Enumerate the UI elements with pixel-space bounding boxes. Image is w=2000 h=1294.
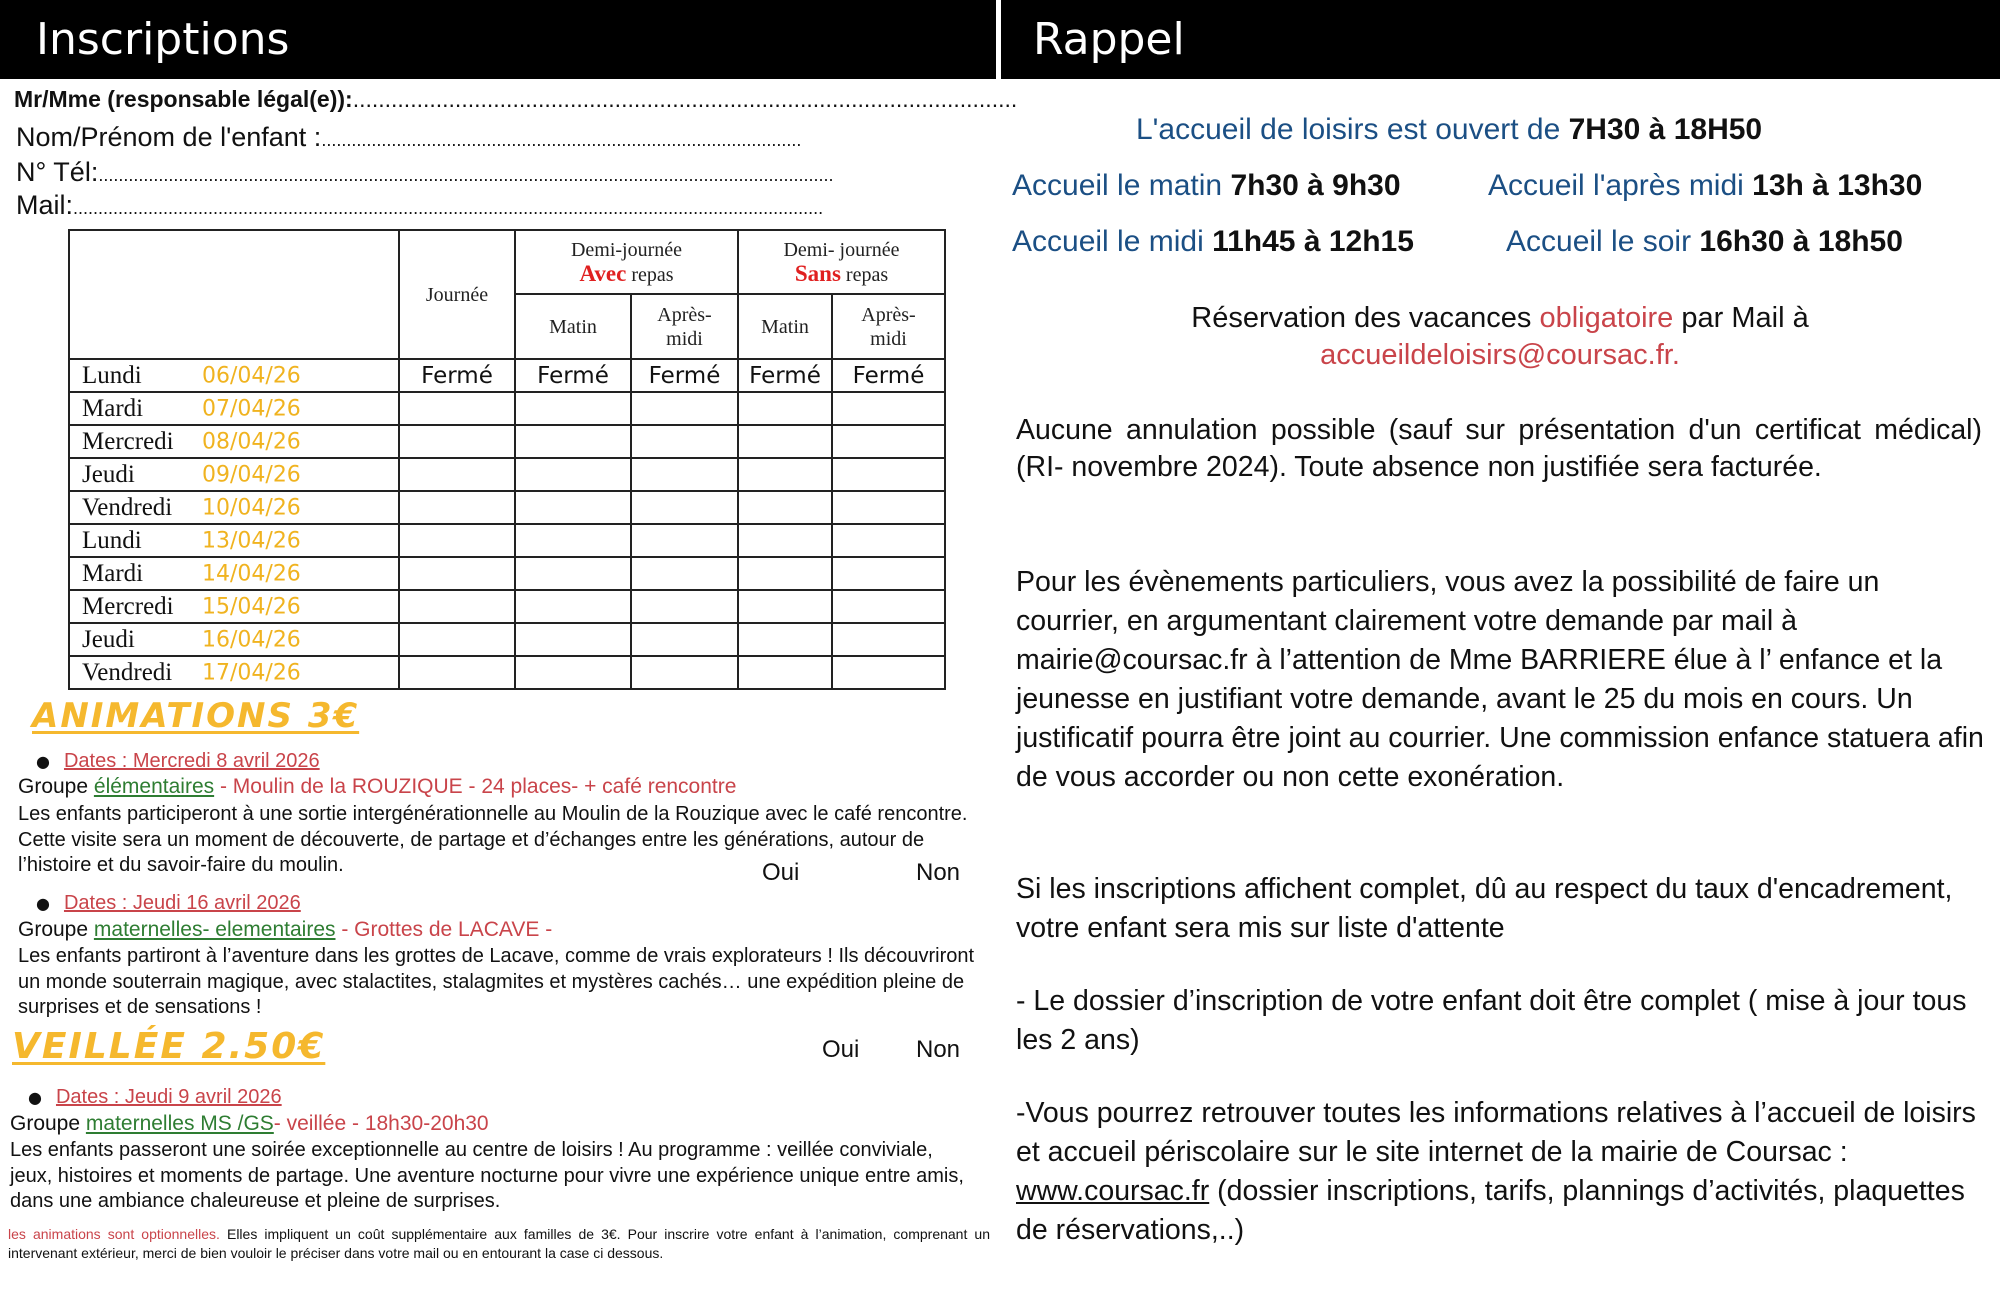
animation-2-description: Les enfants partiront à l’aventure dans les grottes de Lacave, comme de vrais explorateurs ! Ils découvriront un monde souterrain magique, avec stalactites, stalagmites et mystères cachés… une expédition pleine de surprises et de sensations ! [18, 945, 975, 1018]
checkbox-cell[interactable] [832, 491, 945, 524]
reservation-obligatoire: obligatoire [1539, 302, 1674, 334]
checkbox-cell[interactable] [738, 392, 832, 425]
checkbox-cell[interactable] [832, 590, 945, 623]
checkbox-cell[interactable] [832, 458, 945, 491]
group-prefix: Groupe [18, 918, 94, 941]
checkbox-cell[interactable] [832, 623, 945, 656]
col-group-sans-repas [738, 230, 945, 294]
col-sans-matin: Matin [738, 294, 832, 359]
inscriptions-header [0, 0, 996, 79]
checkbox-cell[interactable] [515, 623, 631, 656]
date-label: 10/04/26 [202, 495, 301, 520]
checkbox-cell[interactable] [515, 458, 631, 491]
checkbox-cell[interactable] [515, 491, 631, 524]
table-header-row [69, 230, 945, 294]
animations-note [8, 1225, 990, 1263]
animation-2-group [18, 918, 552, 942]
opening-hours [1136, 113, 1762, 147]
animation-1-oui[interactable]: Oui [762, 859, 800, 886]
day-cell [69, 425, 399, 458]
checkbox-cell[interactable]: Fermé [738, 359, 832, 392]
infos-suffix: (dossier inscriptions, tarifs, plannings d’activités, plaquettes de réservations,..) [1016, 1175, 1965, 1246]
opening-label: L'accueil de loisirs est ouvert de [1136, 113, 1569, 146]
schedule-hours: 11h45 à 12h15 [1212, 225, 1414, 258]
veillee-description: Les enfants passeront une soirée exceptionnelle au centre de loisirs ! Au programme : veillée conviviale, jeux, histoires et moments de partage. Une aventure nocturne pour vivre une expérience unique entre amis, dans une ambiance chaleureuse et pleine de surprises. [10, 1139, 964, 1212]
day-cell [69, 590, 399, 623]
day-label: Mercredi [82, 427, 174, 455]
field-label: N° Tél: [16, 157, 99, 187]
checkbox-cell[interactable] [631, 392, 738, 425]
table-row [69, 623, 945, 656]
activity-label: - Grottes de LACAVE - [335, 918, 553, 941]
schedule-hours: 7h30 à 9h30 [1230, 169, 1401, 202]
sans-label: Sans [794, 260, 841, 286]
reservation-prefix: Réservation des vacances [1191, 302, 1540, 334]
checkbox-cell[interactable] [832, 524, 945, 557]
col-avec-matin: Matin [515, 294, 631, 359]
schedule-label: Accueil l'après midi [1488, 169, 1753, 202]
veillee-group [10, 1112, 489, 1136]
checkbox-cell[interactable]: Fermé [515, 359, 631, 392]
bullet-icon: ● [36, 752, 50, 771]
checkbox-cell[interactable] [631, 590, 738, 623]
table-row [69, 359, 945, 392]
field-label: Mail: [16, 190, 74, 220]
checkbox-cell[interactable]: Fermé [399, 359, 515, 392]
table-row [69, 590, 945, 623]
complet-paragraph: Si les inscriptions affichent complet, dû au respect du taux d'encadrement, votre enfant sera mis sur liste d'attente [1016, 873, 1953, 944]
checkbox-cell[interactable]: Fermé [832, 359, 945, 392]
schedule-label: Accueil le matin [1012, 169, 1231, 202]
checkbox-cell[interactable] [515, 524, 631, 557]
registration-table [68, 229, 946, 690]
veillee-non[interactable]: Non [916, 1036, 961, 1063]
field-nom-prenom[interactable] [16, 122, 801, 153]
table-row [69, 524, 945, 557]
date-label: 06/04/26 [202, 363, 301, 388]
infos-prefix: -Vous pourrez retrouver toutes les informations relatives à l’accueil de loisirs et accueil périscolaire sur le site internet de la mairie de Coursac : [1016, 1097, 1976, 1168]
animation-1-date [36, 750, 320, 773]
day-cell [69, 392, 399, 425]
day-label: Jeudi [82, 460, 135, 488]
animation-1-description: Les enfants participeront à une sortie intergénérationnelle au Moulin de la Rouzique avec le café rencontre. Cette visite sera un moment de découverte, de partage et d’échanges entre les générations, autour de l’histoire et du savoir-faire du moulin. [18, 803, 968, 876]
col-group-avec-repas [515, 230, 738, 294]
day-cell [69, 524, 399, 557]
checkbox-cell[interactable] [399, 656, 515, 689]
activity-label: - Moulin de la ROUZIQUE - 24 places- + café rencontre [214, 775, 737, 798]
checkbox-cell[interactable] [738, 623, 832, 656]
date-label: 07/04/26 [202, 396, 301, 421]
checkbox-cell[interactable] [738, 590, 832, 623]
checkbox-cell[interactable] [399, 590, 515, 623]
schedule-apres-midi [1488, 169, 1922, 203]
group-avec-line1: Demi-journée [570, 238, 683, 261]
checkbox-cell[interactable] [515, 557, 631, 590]
table-row [69, 458, 945, 491]
day-label: Mardi [82, 394, 144, 422]
bullet-icon: ● [36, 894, 50, 913]
checkbox-cell[interactable] [515, 590, 631, 623]
schedule-midi [1012, 225, 1414, 259]
checkbox-cell[interactable] [399, 524, 515, 557]
repas-label: repas [626, 263, 674, 286]
note-text: Elles impliquent un coût supplémentaire aux familles de 3€. Pour inscrire votre enfant à l’animation, comprenant un intervenant extérieur, merci de bien vouloir le préciser dans votre mail ou en entourant la case ci dessous. [8, 1226, 990, 1261]
group-link[interactable]: élémentaires [93, 775, 215, 798]
table-corner-cell [69, 230, 399, 359]
schedule-matin [1012, 169, 1401, 203]
schedule-hours: 16h30 à 18h50 [1699, 225, 1903, 258]
date-link[interactable]: Dates : Jeudi 16 avril 2026 [63, 892, 301, 914]
day-label: Mercredi [82, 592, 174, 620]
day-cell [69, 557, 399, 590]
date-label: 09/04/26 [202, 462, 301, 487]
date-label: 15/04/26 [202, 594, 301, 619]
checkbox-cell[interactable] [738, 458, 832, 491]
field-fill-line[interactable]: ................................................................................................ [321, 130, 802, 150]
checkbox-cell[interactable] [515, 656, 631, 689]
checkbox-cell[interactable] [399, 392, 515, 425]
checkbox-cell[interactable] [631, 425, 738, 458]
dossier-paragraph: - Le dossier d’inscription de votre enfant doit être complet ( mise à jour tous les 2 ans) [1016, 985, 1967, 1056]
reservation-suffix: par Mail à [1673, 302, 1809, 334]
day-cell [69, 458, 399, 491]
col-avec-apres-midi: Après- midi [631, 294, 738, 359]
day-label: Jeudi [82, 625, 135, 653]
day-label: Vendredi [82, 493, 173, 521]
field-label: Mr/Mme (responsable légal(e)): [14, 86, 353, 112]
checkbox-cell[interactable] [399, 557, 515, 590]
annulation-paragraph: Aucune annulation possible (sauf sur présentation d'un certificat médical) (RI- novembre 2024). Toute absence non justifiée sera facturée. [1016, 414, 1982, 483]
inscriptions-title: Inscriptions [36, 14, 290, 65]
checkbox-cell[interactable] [399, 425, 515, 458]
checkbox-cell[interactable] [832, 656, 945, 689]
schedule-soir [1506, 225, 1903, 259]
day-label: Mardi [82, 559, 144, 587]
infos-paragraph [1016, 1094, 1976, 1250]
checkbox-cell[interactable]: Fermé [631, 359, 738, 392]
date-link[interactable]: Dates : Mercredi 8 avril 2026 [63, 750, 320, 772]
group-prefix: Groupe [10, 1112, 86, 1135]
checkbox-cell[interactable] [631, 656, 738, 689]
date-label: 14/04/26 [202, 561, 301, 586]
day-cell [69, 359, 399, 392]
checkbox-cell[interactable] [631, 524, 738, 557]
checkbox-cell[interactable] [738, 491, 832, 524]
field-fill-line[interactable]: ................................................................................................................................................... [98, 165, 834, 185]
date-label: 13/04/26 [202, 528, 301, 553]
veillee-oui[interactable]: Oui [822, 1036, 860, 1063]
col-journee: Journée [399, 230, 515, 359]
checkbox-cell[interactable] [832, 425, 945, 458]
activity-label: - veillée - 18h30-20h30 [273, 1112, 489, 1135]
checkbox-cell[interactable] [738, 425, 832, 458]
checkbox-cell[interactable] [515, 425, 631, 458]
veillee-date [28, 1086, 282, 1109]
evenements-paragraph: Pour les évènements particuliers, vous avez la possibilité de faire un courrier, en argumentant clairement votre demande par mail à mairie@coursac.fr à l’attention de Mme BARRIERE élue à l’ enfance et la jeunesse en justifiant votre demande, avant le 25 du mois en cours. Un justificatif pourra être joint au courrier. Une commission enfance statuera afin de vous accorder ou non cette exonération. [1016, 566, 1984, 793]
date-link[interactable]: Dates : Jeudi 9 avril 2026 [55, 1086, 282, 1108]
checkbox-cell[interactable] [738, 656, 832, 689]
checkbox-cell[interactable] [738, 557, 832, 590]
checkbox-cell[interactable] [738, 524, 832, 557]
day-label: Lundi [82, 526, 142, 554]
day-label: Lundi [82, 361, 142, 389]
field-label: Nom/Prénom de l'enfant : [16, 122, 322, 152]
date-label: 16/04/26 [202, 627, 301, 652]
checkbox-cell[interactable] [399, 458, 515, 491]
bullet-icon: ● [28, 1088, 42, 1107]
checkbox-cell[interactable] [515, 392, 631, 425]
checkbox-cell[interactable] [832, 557, 945, 590]
table-row [69, 557, 945, 590]
group-sans-line1: Demi- journée [783, 238, 900, 261]
field-fill-line[interactable]: ........................................................................................................ [352, 86, 1018, 112]
table-row [69, 392, 945, 425]
day-label: Vendredi [82, 658, 173, 686]
rappel-header [1001, 0, 2000, 79]
animation-2-date [36, 892, 301, 915]
note-optional: les animations sont optionnelles. [8, 1226, 220, 1242]
table-row [69, 425, 945, 458]
opening-value: 7H30 à 18H50 [1568, 113, 1763, 146]
coursac-website-link[interactable]: www.coursac.fr [1016, 1175, 1210, 1207]
checkbox-cell[interactable] [399, 623, 515, 656]
schedule-label: Accueil le soir [1506, 225, 1700, 258]
table-row [69, 491, 945, 524]
repas-label: repas [840, 263, 889, 286]
field-fill-line[interactable]: ...................................................................................................................................................... [73, 198, 824, 218]
avec-label: Avec [579, 260, 627, 286]
day-cell [69, 656, 399, 689]
rappel-title: Rappel [1033, 14, 1185, 65]
veillee-title: VEILLÉE 2.50€ [12, 1026, 326, 1067]
checkbox-cell[interactable] [832, 392, 945, 425]
animation-1-non[interactable]: Non [916, 859, 961, 886]
table-row [69, 656, 945, 689]
checkbox-cell[interactable] [399, 491, 515, 524]
group-link[interactable]: maternelles- elementaires [93, 918, 336, 941]
col-sans-apres-midi: Après- midi [832, 294, 945, 359]
checkbox-cell[interactable] [631, 458, 738, 491]
checkbox-cell[interactable] [631, 557, 738, 590]
date-label: 08/04/26 [202, 429, 301, 454]
schedule-label: Accueil le midi [1012, 225, 1213, 258]
reservation-email-link[interactable]: accueildeloisirs@coursac.fr. [1320, 339, 1680, 371]
group-prefix: Groupe [18, 775, 94, 798]
checkbox-cell[interactable] [631, 491, 738, 524]
field-responsable[interactable] [14, 86, 1017, 113]
day-cell [69, 623, 399, 656]
day-cell [69, 491, 399, 524]
field-telephone[interactable] [16, 157, 833, 188]
date-label: 17/04/26 [202, 660, 301, 685]
reservation-info [1010, 300, 1990, 374]
field-mail[interactable] [16, 190, 823, 221]
animations-title: ANIMATIONS 3€ [32, 696, 360, 736]
group-link[interactable]: maternelles MS /GS [85, 1112, 274, 1135]
checkbox-cell[interactable] [631, 623, 738, 656]
schedule-hours: 13h à 13h30 [1752, 169, 1923, 202]
animation-1-group [18, 775, 736, 799]
